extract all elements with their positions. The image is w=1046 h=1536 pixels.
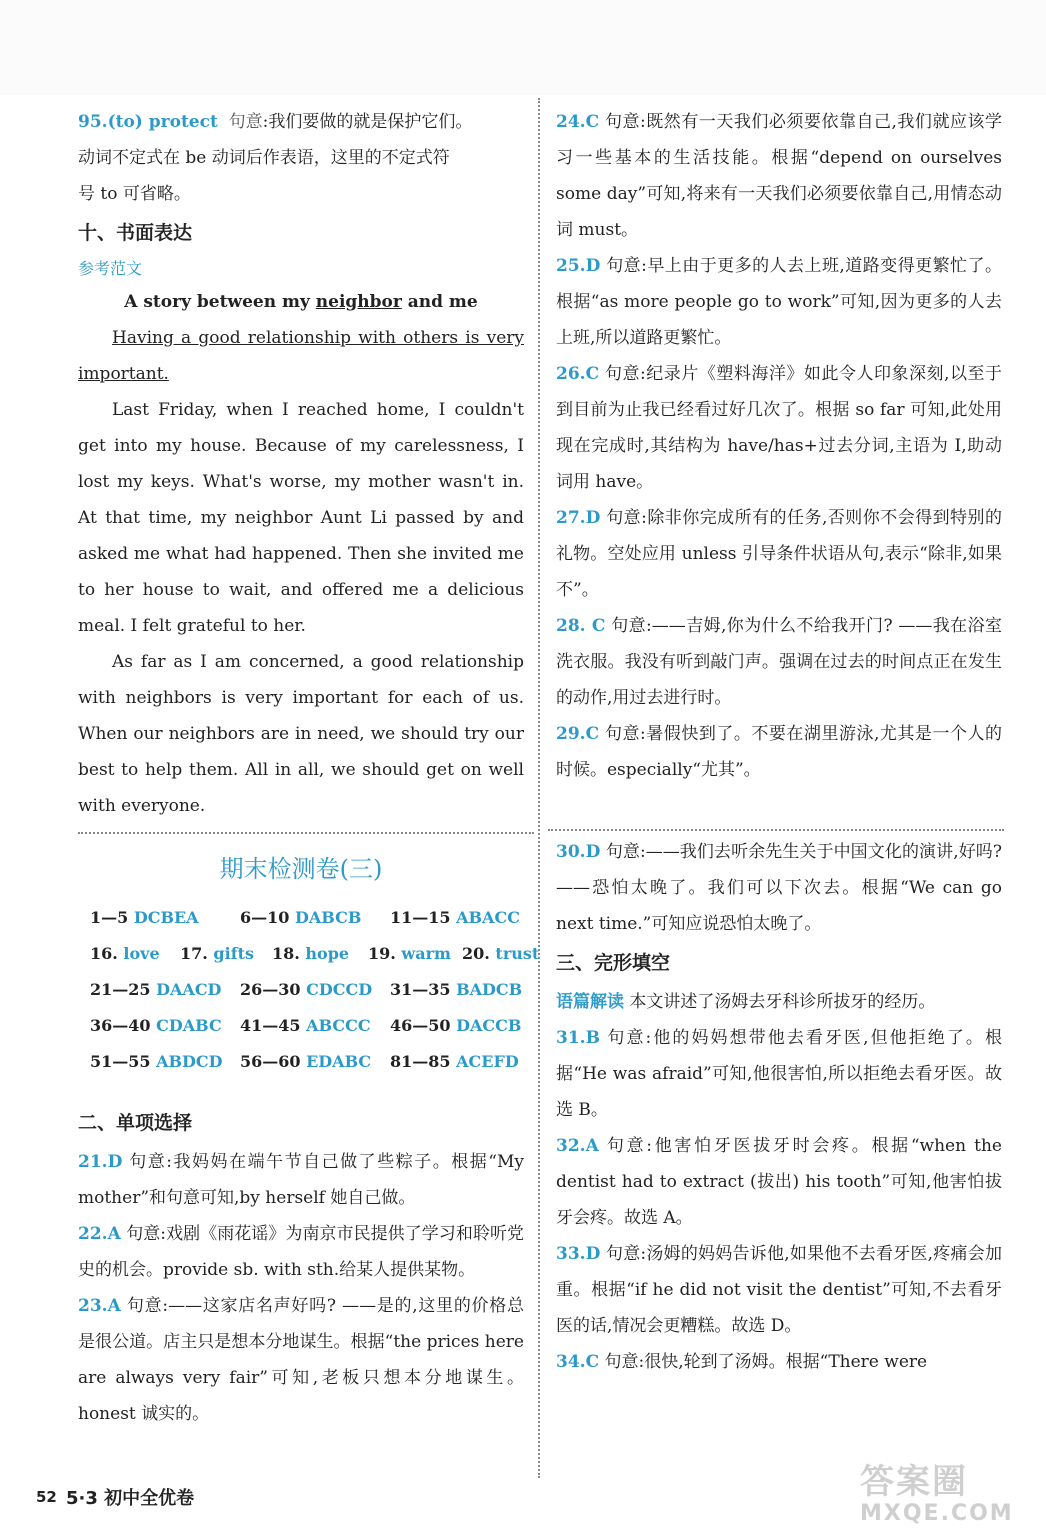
section-heading-writing: 十、书面表达 bbox=[78, 222, 193, 244]
question-text: 句意:很快,轮到了汤姆。根据“There were bbox=[599, 1352, 928, 1372]
q95-text2: 动词不定式在 be 动词后作表语，这里的不定式符 bbox=[78, 148, 450, 168]
essay-paragraph-3: As far as I am concerned, a good relationship with neighbors is very important for each of us. When our neighbors are in need, we should try our best to help them. All in all, we should get on well with everyone. bbox=[78, 652, 524, 816]
question-text: 句意:纪录片《塑料海洋》如此令人印象深刻,以至于到目前为止我已经看过好几次了。根据 so far 可知,此处用现在完成时,其结构为 have/has+过去分词,主语为 I,助动词用 have。 bbox=[556, 364, 1002, 492]
question-number: 24.C bbox=[556, 112, 600, 132]
question-number: 32.A bbox=[556, 1136, 599, 1156]
page-number: 52 bbox=[36, 1488, 57, 1506]
answer-cell: 36—40 CDABC bbox=[90, 1016, 222, 1035]
answer-cell: 41—45 ABCCC bbox=[240, 1016, 371, 1035]
question-22 bbox=[78, 1216, 524, 1288]
answer-cell: 46—50 DACCB bbox=[390, 1016, 522, 1035]
question-number: 30.D bbox=[556, 842, 601, 862]
watermark-logo-text: 答案圈 bbox=[860, 1462, 968, 1502]
book-brand: 5·3 初中全优卷 bbox=[66, 1488, 195, 1509]
question-number: 23.A bbox=[78, 1296, 121, 1316]
question-text: 句意:早上由于更多的人去上班,道路变得更繁忙了。根据“as more people go to work”可知,因为更多的人去上班,所以道路更繁忙。 bbox=[556, 256, 1002, 348]
right-column bbox=[556, 104, 1002, 788]
question-26 bbox=[556, 356, 1002, 500]
answer-cell: 19. warm bbox=[368, 944, 451, 963]
essay-paragraph-1: Having a good relationship with others is very important. bbox=[78, 328, 524, 384]
question-number: 22.A bbox=[78, 1224, 121, 1244]
question-number: 26.C bbox=[556, 364, 600, 384]
answer-cell: 56—60 EDABC bbox=[240, 1052, 372, 1071]
question-text: 句意:——吉姆,你为什么不给我开门? ——我在浴室洗衣服。我没有听到敲门声。强调在过去的时间点正在发生的动作,用过去进行时。 bbox=[556, 616, 1002, 708]
question-25 bbox=[556, 248, 1002, 356]
answer-cell: 6—10 DABCB bbox=[240, 908, 362, 927]
question-32 bbox=[556, 1128, 1002, 1236]
essay-paragraph-2: Last Friday, when I reached home, I couldn't get into my house. Because of my carelessness, I lost my keys. What's worse, my mother wasn't in. At that time, my neighbor Aunt Li passed by and asked me what had happened. Then she invited me to her house to wait, and offered me a delicious meal. I felt grateful to her. bbox=[78, 400, 524, 636]
answer-cell: 16. love bbox=[90, 944, 160, 963]
question-number: 25.D bbox=[556, 256, 601, 276]
q95-text3: 号 to 可省略。 bbox=[78, 184, 191, 204]
question-number: 31.B bbox=[556, 1028, 600, 1048]
question-text: 句意:既然有一天我们必须要依靠自己,我们就应该学习一些基本的生活技能。根据“depend on ourselves some day”可知,将来有一天我们必须要依靠自己,用情态动词 must。 bbox=[556, 112, 1002, 240]
answer-cell: 11—15 ABACC bbox=[390, 908, 520, 927]
question-number: 27.D bbox=[556, 508, 601, 528]
answer-cell: 26—30 CDCCD bbox=[240, 980, 373, 999]
reference-essay-label: 参考范文 bbox=[78, 259, 143, 278]
question-text: 句意:他的妈妈想带他去看牙医,但他拒绝了。根据“He was afraid”可知,他很害怕,所以拒绝去看牙医。故选 B。 bbox=[556, 1028, 1002, 1120]
question-34 bbox=[556, 1344, 1002, 1380]
left-column bbox=[78, 104, 524, 824]
question-95 bbox=[78, 104, 524, 212]
question-31 bbox=[556, 1020, 1002, 1128]
essay-body bbox=[78, 320, 524, 824]
question-29 bbox=[556, 716, 1002, 788]
question-text: 句意:——这家店名声好吗? ——是的,这里的价格总是很公道。店主只是想本分地谋生。根据“the prices here are always very fair”可知,老板只想本分地谋生。honest 诚实的。 bbox=[78, 1296, 524, 1424]
essay-title-pre: A story between my bbox=[124, 292, 316, 312]
question-number: 33.D bbox=[556, 1244, 601, 1264]
question-text: 句意:汤姆的妈妈告诉他,如果他不去看牙医,疼痛会加重。根据“if he did not visit the dentist”可知,不去看牙医的话,情况会更糟糕。故选 D。 bbox=[556, 1244, 1002, 1336]
question-24 bbox=[556, 104, 1002, 248]
answer-cell: 21—25 DAACD bbox=[90, 980, 222, 999]
question-23 bbox=[78, 1288, 524, 1432]
answer-cell: 81—85 ACEFD bbox=[390, 1052, 519, 1071]
question-text: 句意:暑假快到了。不要在湖里游泳,尤其是一个人的时候。especially“尤其”。 bbox=[556, 724, 1002, 780]
answer-cell: 1—5 DCBEA bbox=[90, 908, 199, 927]
essay-title-word: neighbor bbox=[315, 292, 402, 312]
answer-cell: 31—35 BADCB bbox=[390, 980, 523, 999]
column-divider bbox=[538, 98, 540, 1478]
question-number: 95.(to) protect bbox=[78, 112, 218, 132]
section-heading-cloze: 三、完形填空 bbox=[556, 952, 671, 974]
essay-title bbox=[78, 284, 524, 320]
answers-row-words bbox=[90, 936, 540, 972]
reading-analysis-text: 本文讲述了汤姆去牙科诊所拔牙的经历。 bbox=[624, 992, 936, 1012]
watermark-url: MXQE.COM bbox=[860, 1501, 1014, 1526]
question-text: 句意:他害怕牙医拔牙时会疼。根据“when the dentist had to extract (拔出) his tooth”可知,他害怕拔牙会疼。故选 A。 bbox=[556, 1136, 1002, 1228]
answer-cell: 17. gifts bbox=[180, 944, 254, 963]
answers-rows-more bbox=[90, 972, 524, 1080]
watermark bbox=[860, 1462, 1030, 1532]
separator-left bbox=[78, 832, 534, 834]
separator-right bbox=[548, 829, 1004, 831]
question-number: 28. C bbox=[556, 616, 606, 636]
reading-analysis-label: 语篇解读 bbox=[556, 992, 624, 1012]
question-21 bbox=[78, 1144, 524, 1216]
question-number: 29.C bbox=[556, 724, 600, 744]
question-30 bbox=[556, 834, 1002, 942]
section-heading-single-choice: 二、单项选择 bbox=[78, 1112, 193, 1134]
question-number: 34.C bbox=[556, 1352, 600, 1372]
q95-text1: :我们要做的就是保护它们。 bbox=[262, 112, 473, 132]
question-text: 句意:——我们去听余先生关于中国文化的演讲,好吗? ——恐怕太晚了。我们可以下次去。根据“We can go next time.”可知应说恐怕太晚了。 bbox=[556, 842, 1002, 934]
question-27 bbox=[556, 500, 1002, 608]
top-shadow-band bbox=[0, 0, 1046, 95]
question-text: 句意:除非你完成所有的任务,否则你不会得到特别的礼物。空处应用 unless 引导条件状语从句,表示“除非,如果不”。 bbox=[556, 508, 1002, 600]
question-text: 句意:我妈妈在端午节自己做了些粽子。根据“My mother”和句意可知,by herself 她自己做。 bbox=[78, 1152, 524, 1208]
answers-row-1 bbox=[90, 900, 524, 936]
right-column-lower bbox=[556, 834, 1002, 1380]
answer-cell: 18. hope bbox=[272, 944, 350, 963]
question-33 bbox=[556, 1236, 1002, 1344]
question-28 bbox=[556, 608, 1002, 716]
label-meaning: 句意 bbox=[228, 112, 263, 132]
essay-title-post: and me bbox=[401, 292, 478, 312]
question-number: 21.D bbox=[78, 1152, 123, 1172]
answer-cell: 51—55 ABDCD bbox=[90, 1052, 223, 1071]
test-title: 期末检测卷(三) bbox=[219, 855, 383, 883]
answer-cell: 20. trust bbox=[462, 944, 540, 963]
question-text: 句意:戏剧《雨花谣》为南京市民提供了学习和聆听党史的机会。provide sb. with sth.给某人提供某物。 bbox=[78, 1224, 524, 1280]
answer-key-block bbox=[78, 836, 540, 1432]
